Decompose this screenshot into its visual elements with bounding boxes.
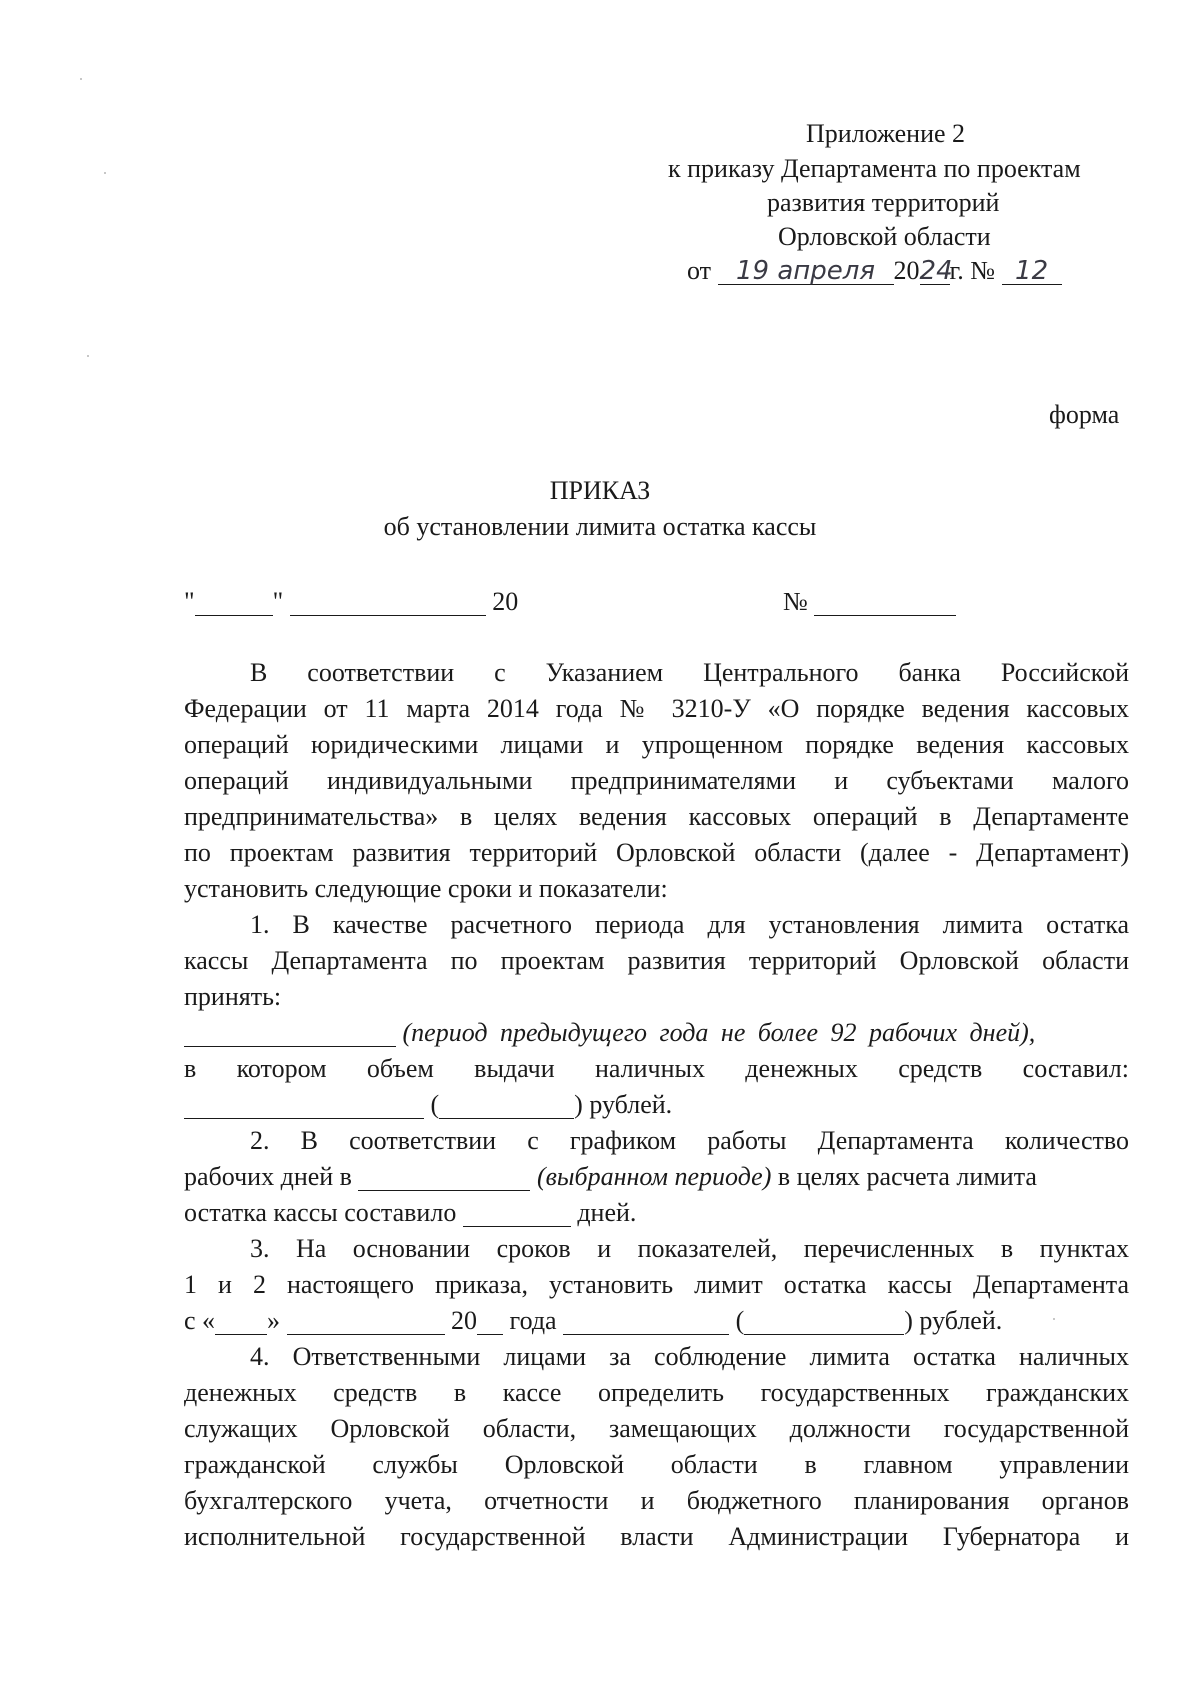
handwritten-date: 19 апреля — [718, 258, 894, 285]
item4-line-1: 4. Ответственными лицами за соблюдение лимита остатка наличных — [250, 1342, 1129, 1371]
year-suffix: г. № — [949, 256, 996, 285]
item4-line-3: служащих Орловской области, замещающих должности государственной — [184, 1414, 1129, 1443]
item4-line-2: денежных средств в кассе определить государственных гражданских — [184, 1378, 1129, 1407]
period-blank — [184, 1020, 396, 1047]
intro-line-7: установить следующие сроки и показатели: — [184, 874, 668, 903]
intro-line-2: Федерации от 11 марта 2014 года № 3210-У «О порядке ведения кассовых — [184, 694, 1129, 723]
days-count-blank — [463, 1200, 571, 1227]
amount-digits-blank — [184, 1092, 424, 1119]
item3-open-paren: ( — [735, 1306, 745, 1335]
document-title: ПРИКАЗ — [549, 476, 651, 505]
form-label: форма — [1049, 400, 1120, 429]
order-number-line — [783, 583, 956, 620]
item3-year: 20 — [451, 1306, 478, 1335]
item2-suffix: в целях расчета лимита — [777, 1162, 1037, 1191]
close-quote: " — [272, 587, 284, 616]
year-prefix: 20 — [893, 256, 920, 285]
number-sign: № — [783, 587, 808, 616]
item1-line-1: 1. В качестве расчетного периода для установления лимита остатка — [250, 910, 1129, 939]
document-subtitle: об установлении лимита остатка кассы — [383, 512, 817, 541]
scan-speck — [1053, 1318, 1055, 1320]
limit-amount-words-blank — [744, 1308, 904, 1335]
number-blank — [814, 589, 956, 616]
limit-amount-blank — [563, 1308, 729, 1335]
selected-period-note: (выбранном периоде) — [536, 1162, 772, 1191]
item2-line-3 — [184, 1194, 636, 1231]
item1-volume-line: в котором объем выдачи наличных денежных средств составил: — [184, 1054, 1129, 1083]
working-days-period-blank — [358, 1164, 530, 1191]
appendix-line-4: Орловской области — [778, 222, 991, 251]
period-note: (период предыдущего года не более 92 рабочих дней), — [402, 1018, 1036, 1047]
item3-line-2: 1 и 2 настоящего приказа, установить лимит остатка кассы Департамента — [184, 1270, 1129, 1299]
limit-month-blank — [287, 1308, 445, 1335]
item3-rubles-suffix: ) рублей. — [904, 1306, 1003, 1335]
month-blank — [290, 589, 486, 616]
handwritten-number: 12 — [1002, 258, 1062, 285]
item1-line-2: кассы Департамента по проектам развития территорий Орловской области — [184, 946, 1129, 975]
appendix-line-3: развития территорий — [767, 188, 1000, 217]
handwritten-year: 24 — [919, 256, 953, 286]
appendix-line-2: к приказу Департамента по проектам — [668, 154, 1081, 183]
item3-c: с « — [184, 1306, 216, 1335]
item4-line-5: бухгалтерского учета, отчетности и бюджетного планирования органов — [184, 1486, 1129, 1515]
intro-line-3: операций юридическими лицами и упрощенном порядке ведения кассовых — [184, 730, 1129, 759]
scan-speck — [104, 172, 106, 174]
intro-line-6: по проектам развития территорий Орловской области (далее - Департамент) — [184, 838, 1129, 867]
item3-close-quote: » — [267, 1306, 281, 1335]
item1-amount-line: ( ) рублей. — [184, 1086, 672, 1123]
rubles-suffix: ) рублей. — [574, 1090, 673, 1119]
amount-words-blank — [439, 1092, 574, 1119]
scan-speck — [87, 355, 89, 357]
item3-line-1: 3. На основании сроков и показателей, перечисленных в пунктах — [250, 1234, 1129, 1263]
appendix-line-1: Приложение 2 — [806, 119, 966, 148]
item2-line-2 — [184, 1158, 1037, 1195]
year-label: 20 — [492, 587, 519, 616]
date-prefix: от — [687, 256, 712, 285]
limit-year-blank — [477, 1308, 503, 1335]
scan-speck — [80, 78, 82, 80]
order-date-line — [184, 583, 518, 620]
intro-line-4: операций индивидуальными предпринимателями и субъектами малого — [184, 766, 1129, 795]
day-blank — [195, 589, 273, 616]
appendix-date-line — [687, 252, 1062, 289]
item4-line-6: исполнительной государственной власти Администрации Губернатора и — [184, 1522, 1129, 1551]
item2-line-1: 2. В соответствии с графиком работы Департамента количество — [250, 1126, 1129, 1155]
open-quote: " — [184, 587, 195, 616]
item2-prefix: рабочих дней в — [184, 1162, 352, 1191]
item3-year-word: года — [509, 1306, 557, 1335]
intro-line-1: В соответствии с Указанием Центрального банка Российской — [250, 658, 1129, 687]
item1-line-3: принять: — [184, 982, 282, 1011]
item4-line-4: гражданской службы Орловской области в главном управлении — [184, 1450, 1129, 1479]
item1-period-line — [184, 1014, 1035, 1051]
limit-day-blank — [215, 1308, 267, 1335]
item2-line3-prefix: остатка кассы составило — [184, 1198, 457, 1227]
item3-line-3 — [184, 1302, 1002, 1339]
intro-line-5: предпринимательства» в целях ведения кассовых операций в Департаменте — [184, 802, 1129, 831]
item2-line3-suffix: дней. — [577, 1198, 637, 1227]
